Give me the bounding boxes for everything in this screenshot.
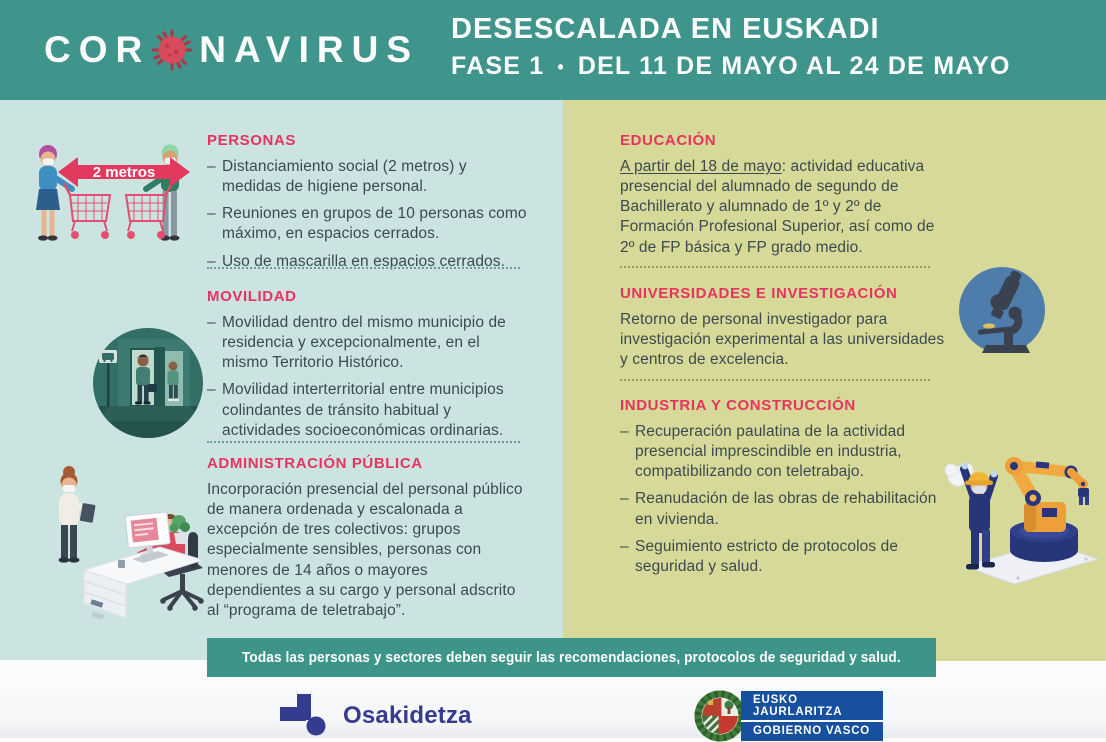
- dotted-divider: [620, 266, 930, 268]
- section-universidades: [620, 285, 952, 370]
- dotted-divider: [207, 441, 520, 443]
- office-telework-illustration: [12, 458, 208, 626]
- bullet-dash: –: [620, 423, 629, 440]
- government-name-spanish: GOBIERNO VASCO: [741, 722, 883, 741]
- section-body: Incorporación presencial del personal público de manera ordenada y escalonada a excepción de tres colectivos: grupos especialmente sensibles, personas con menores de 14 años o mayores dependientes a su cargo y personal adscrito al “programa de teletrabajo”.: [207, 481, 523, 619]
- coronavirus-logo: [44, 28, 419, 72]
- dotted-divider: [207, 267, 520, 269]
- government-name-basque: EUSKO JAURLARITZA: [741, 691, 883, 722]
- bullet-text: Reanudación de las obras de rehabilitación en vivienda.: [635, 490, 937, 528]
- bullet-dash: –: [207, 381, 216, 399]
- separator-dot: •: [557, 57, 565, 77]
- basque-government-logo: [694, 690, 883, 742]
- bullet-text: Reuniones en grupos de 10 personas como máximo, en espacios cerrados.: [222, 205, 527, 243]
- section-title-personas: PERSONAS: [207, 132, 296, 149]
- bullet-text: Recuperación paulatina de la actividad presencial imprescindible en industria, compatibilizando con teletrabajo.: [635, 423, 906, 481]
- bullet-dash: –: [620, 490, 629, 508]
- two-meters-label: 2 metros: [92, 164, 156, 181]
- bullet-dash: –: [207, 158, 216, 175]
- section-body: [620, 157, 952, 258]
- bottom-banner: [207, 638, 936, 677]
- list-item: [207, 157, 529, 197]
- bullet-dash: –: [207, 314, 216, 331]
- bullet-text: Distanciamiento social (2 metros) y medidas de higiene personal.: [222, 158, 467, 196]
- mobility-illustration: [92, 327, 204, 439]
- social-distance-illustration: [18, 133, 200, 255]
- list-item: [207, 380, 529, 440]
- bullet-text: Movilidad dentro del mismo municipio de residencia y excepcionalmente, en el mismo Territorio Histórico.: [222, 314, 506, 372]
- list-item: [620, 537, 948, 577]
- section-industria: [620, 397, 948, 584]
- header-bar: [0, 0, 1106, 100]
- list-item: [620, 422, 948, 482]
- dotted-divider: [620, 379, 930, 381]
- fase-label: FASE 1: [451, 52, 545, 80]
- page-subtitle: [451, 52, 1011, 81]
- list-item: [620, 489, 948, 529]
- section-title-universidades: UNIVERSIDADES E INVESTIGACIÓN: [620, 285, 898, 302]
- osakidetza-logo: [280, 694, 472, 738]
- page-title: DESESCALADA EN EUSKADI: [451, 13, 880, 45]
- banner-text: Todas las personas y sectores deben seguir las recomendaciones, protocolos de seguridad y salud.: [242, 649, 901, 666]
- section-title-industria: INDUSTRIA Y CONSTRUCCIÓN: [620, 397, 856, 414]
- header-titles: [451, 13, 1011, 81]
- bullet-text: Uso de mascarilla en espacios cerrados.: [222, 252, 506, 270]
- section-body-rest: : actividad educativa presencial del alumnado de segundo de Bachillerato y alumnado de 1º y 2º de Formación Profesional Superior, así como de 2º de FP básica y FP grado medio.: [620, 158, 935, 256]
- government-name-banner: [741, 691, 883, 741]
- bullet-dash: –: [207, 205, 216, 223]
- section-personas: [207, 132, 529, 279]
- virus-icon: [150, 28, 194, 72]
- section-title-movilidad: MOVILIDAD: [207, 288, 297, 305]
- industry-robot-illustration: [936, 446, 1104, 598]
- section-title-educacion: EDUCACIÓN: [620, 132, 717, 149]
- basque-coat-of-arms-icon: [694, 690, 746, 742]
- section-educacion: [620, 132, 952, 258]
- section-title-administracion: ADMINISTRACIÓN PÚBLICA: [207, 455, 423, 472]
- section-administracion-publica: [207, 455, 525, 621]
- list-item: [207, 313, 529, 373]
- brand-text-pre: COR: [44, 29, 151, 70]
- brand-text-post: NAVIRUS: [199, 29, 420, 70]
- osakidetza-wordmark: Osakidetza: [343, 702, 472, 729]
- bullet-dash: –: [620, 537, 629, 555]
- microscope-illustration: [959, 267, 1045, 353]
- section-body: Retorno de personal investigador para investigación experimental a las universidades y centros de excelencia.: [620, 311, 945, 369]
- bullet-dash: –: [207, 252, 216, 270]
- section-movilidad: [207, 288, 529, 448]
- dates-label: DEL 11 DE MAYO AL 24 DE MAYO: [577, 52, 1011, 80]
- list-item: [207, 204, 529, 244]
- underlined-date-lead: A partir del 18 de mayo: [620, 158, 782, 175]
- bullet-text: Movilidad interterritorial entre municipios colindantes de tránsito habitual y actividades socioeconómicas ordinarias.: [222, 381, 504, 439]
- osakidetza-mark-icon: [280, 694, 330, 738]
- bullet-text: Seguimiento estricto de protocolos de seguridad y salud.: [635, 537, 899, 575]
